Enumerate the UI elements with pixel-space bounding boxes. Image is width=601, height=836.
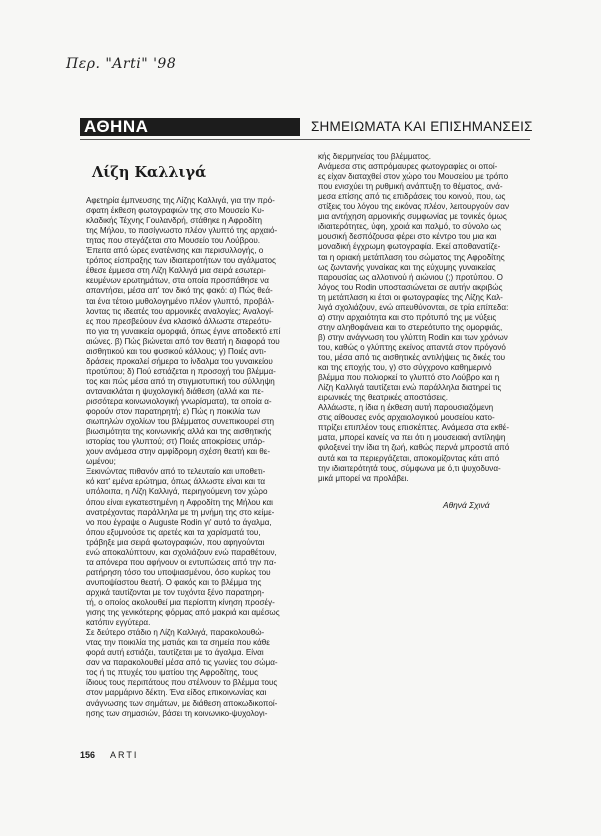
text-line: βιωσιμότητα της κοινωνικής αλλά και της αισθητικής	[86, 427, 272, 437]
text-line: ιδιαιτερότητες, ύφη, χροιά και παλμό, το σύνολο ως	[318, 222, 502, 232]
article-author: Λίζη Καλλιγά	[92, 164, 207, 181]
text-line: β) στην ανάγνωση του γλύπτη Rodin και των χρόνων	[318, 332, 508, 342]
text-line: στις αίθουσες ενός αρχαιολογικού μουσείου κατο-	[318, 413, 495, 423]
text-line: βλέμμα που πολιορκεί το γλυπτό στο Λούβρο και η	[318, 373, 500, 383]
handwritten-note: Περ. "Arti" '98	[66, 56, 177, 72]
text-line: χουν ανάμεσα στην αμφίδρομη σχέση θεατή και θε-	[86, 447, 271, 457]
text-line: την ιδιαιτερότητά τους, σύμφωνα με ό,τι ψυχοδυνα-	[318, 463, 501, 473]
text-line: κλαδικής Τέχνης Γουλανδρή, στάθηκε η Αφροδίτη	[86, 216, 262, 226]
text-line: προτύπου; δ) Πού εστιάζεται η προσοχή του βλέμμα-	[86, 366, 276, 376]
section-banner	[80, 118, 300, 136]
text-line: ται η οριακή μετάπλαση του σώματος της Αφροδίτης	[318, 252, 505, 262]
text-line: αισθητικού και του φυσικού κάλλους; γ) Ποιές αντι-	[86, 346, 267, 356]
text-line: μια αντήχηση αρμονικής συμφωνίας με τονικές όμως	[318, 212, 507, 222]
text-line: ματα, μπορεί κανείς να πει ότι η μουσειακή αντίληψη	[318, 433, 506, 443]
text-line: ρατήρηση τόσο του υποψιασμένου, όσο κυρίως του	[86, 567, 271, 577]
text-line: ίδιους τους περιπάτους που στέλνουν το βλέμμα τους	[86, 678, 278, 688]
text-line: μοναδική έγχρωμη φωτογραφία. Εκεί αποθανατίζε-	[318, 242, 501, 252]
text-line: ται ένα τέτοιο μυθολογημένο πλέον γλυπτό, προβάλ-	[86, 296, 275, 306]
text-line: ως ζωντανής γυναίκας και της εύχυμης γυναικείας	[318, 262, 496, 272]
article-signature: Αθηνά Σχινά	[443, 500, 490, 510]
text-line: στην αληθοφάνεια και το στερεότυπο της ομορφιάς,	[318, 322, 503, 332]
text-line: ανάγνωσης των σημάτων, με διάθεση αποκωδικοποί-	[86, 698, 278, 708]
text-line: κό κατ' εμένα ερώτημα, όπως άλλωστε είναι και τα	[86, 477, 266, 487]
text-line: κής διερμηνείας του βλέμματος.	[318, 152, 431, 161]
text-line: τος και πώς μέσα από τη στιγμιοτυπική του σύλληψη	[86, 376, 275, 386]
text-line: κευμένων ερωτημάτων, στα οποία προσπάθησε να	[86, 276, 269, 286]
text-line: λιγά σχολιάζουν, ενώ απευθύνονται, σε τρία επίπεδα:	[318, 302, 509, 312]
text-line: πτρίζει επιπλέον τους επισκέπτες. Ανάμεσα στα εκθέ-	[318, 423, 510, 433]
text-line: αυτά και τα περιεργάζεται, αποκομίζοντας κάτι από	[318, 453, 500, 463]
text-line: ενώ αποκαλύπτουν, και σχολιάζουν ενώ παραθέτουν,	[86, 547, 277, 557]
text-line: παρουσίας ως αλλοτινού ή αιώνιου (;) προτύπου. Ο	[318, 272, 503, 282]
text-line: κατόπιν εγγύτερα.	[86, 618, 151, 628]
text-line: Ξεκινώντας πιθανόν από το τελευταίο και υποθετι-	[86, 467, 266, 477]
text-line: τή, ο οποίος ακολουθεί μια περίοπτη κίνηση προσέγ-	[86, 598, 275, 607]
text-line: Λίζη Καλλιγά ταυτίζεται ενώ παράλληλα διατηρεί τις	[318, 383, 502, 393]
section-title: ΣΗΜΕΙΩΜΑΤΑ ΚΑΙ ΕΠΙΣΗΜΑΝΣΕΙΣ	[311, 119, 533, 134]
text-line: Ανάμεσα στις ασπρόμαυρες φωτογραφίες οι οποί-	[318, 162, 498, 172]
text-line: ιστορίας του γλυπτού; στ) Ποιές αποκρίσεις υπάρ-	[86, 437, 265, 447]
text-line: σφατη έκθεση φωτογραφιών της στο Μουσείο Κυ-	[86, 206, 265, 216]
text-line: και της εποχής του, γ) στο σύγχρονο καθημερινό	[318, 363, 492, 373]
text-line: Σε δεύτερο στάδιο η Λίζη Καλλιγά, παρακολουθώ-	[86, 628, 265, 638]
text-line: έθεσε έμμεσα στη Λίζη Καλλιγά μια σειρά εσωτερι-	[86, 266, 266, 276]
text-line: σαν να παρακολουθεί μέσα από τις γωνίες του σώμα-	[86, 658, 278, 668]
text-line: όπου είναι εγκατεστημένη η Αφροδίτη της Μήλου και	[86, 497, 273, 507]
text-line: Έπειτα από ώρες ενατένισης και περισυλλογής, ο	[86, 246, 264, 256]
text-line: μουσική δεσπόζουσα φέρει στο κέντρο του μια και	[318, 232, 497, 242]
text-line: αντανακλάται η ψυχολογική διάθεση (αλλά και πε-	[86, 386, 264, 396]
text-line: λοντας τις ιδεατές του αρμονικές αναλογίες; Αναλογί-	[86, 306, 274, 316]
text-line: μεσα επίσης από τις επιδράσεις του κοινού, που, ως	[318, 192, 506, 202]
text-line: ρισσότερα κοινωνιολογική γνωρίσματα), τα οποία α-	[86, 397, 272, 406]
text-line: τα απόνερα που αφήνουν οι εντυπώσεις από την πα-	[86, 557, 277, 567]
text-line: Αλλάωστε, η ίδια η έκθεση αυτή παρουσιαζόμενη	[318, 403, 494, 413]
text-line: ωμένου;	[86, 457, 116, 467]
text-line: που ενισχύει τη ρυθμική ανάπτυξη το θέματος, ανά-	[318, 182, 503, 192]
text-line: αιώνες. β) Πώς βιώνεται από τον θεατή η διαφορά του	[86, 336, 280, 346]
text-line: μικά μπορεί να προλάβει.	[318, 473, 409, 483]
text-line: υπόλοιπα, η Λίζη Καλλιγά, περιηγούμενη τον χώρο	[86, 487, 268, 497]
text-line: Αφετηρία έμπνευσης της Λίζης Καλλιγά, για την πρό-	[86, 196, 275, 205]
text-line: ανυποψίαστου θεατή. Ο φακός και το βλέμμα της	[86, 577, 262, 587]
text-line: ησης των σημασιών, βάσει τη κοινωνικο-ψυχολογι-	[86, 708, 268, 718]
text-line: ανατρέχοντας παράλληλα με τη μνήμη της στο κείμε-	[86, 507, 275, 517]
text-line: του, μέσα από τις αισθητικές αντιλήψεις τις δικές του	[318, 353, 505, 362]
magazine-name: ARTI	[110, 750, 139, 760]
page-number: 156	[80, 750, 96, 760]
text-line: γισης της γενικότερης φόρμας από μακριά και αμέσως	[86, 608, 280, 618]
text-line: ντας την ποικιλία της ματιάς και τα σημεία που κάθε	[86, 638, 270, 648]
text-line: φορούν στον παρατηρητή; ε) Πώς η ποικιλία των	[86, 407, 261, 417]
text-line: στον μαρμάρινο δέκτη. Ένα είδος επικοινωνίας και	[86, 688, 267, 698]
text-line: α) στην αρχαιότητα και στο πρότυπό της με νύξεις	[318, 312, 497, 322]
text-line: δράσεις προκαλεί σήμερα το ίνδαλμα του γυναικείου	[86, 356, 273, 366]
text-line: φιλοξενεί την ίδια τη ζωή, καθώς περνά μπροστά από	[318, 443, 510, 453]
banner-label: ΑΘΗΝΑ	[84, 117, 149, 136]
text-line: αρχικά ταυτίζονται με τον τυχόντα ξένο παρατηρη-	[86, 587, 265, 597]
text-line: στίξεις του λόγου της εικόνας πλέον, λειτουργούν σαν	[318, 202, 510, 212]
text-line: τος ή τις πτυχές του ιματίου της Αφροδίτης, τους	[86, 668, 258, 678]
text-line: του, καθώς ο γλύπτης εκείνος απαντά στον πρόγονό	[318, 342, 506, 352]
text-line: ες που πρεσβεύουν ένα κλασικό άλλωστε στερεότυ-	[86, 316, 272, 326]
header-rule	[80, 139, 530, 140]
text-line: απαντήσει, μέσα απ' τον δικό της φακό: α) Πώς θεά-	[86, 286, 273, 296]
text-line: νο που έγραψε ο Auguste Rodin γι' αυτό το άγαλμα,	[86, 517, 272, 527]
text-line: τητας που στεγάζεται στο Μουσείο του Λούβρου.	[86, 236, 260, 246]
text-line: της Μήλου, το πασίγνωστο πλέον γλυπτό της αρχαιό-	[86, 226, 278, 236]
text-line: λόγος του Rodin υποστασιώνεται σε αυτήν ακριβώς	[318, 282, 503, 292]
text-line: πο για τη γυναικεία ομορφιά, όπως έγινε αποδεκτό επί	[86, 326, 281, 336]
text-line: τη μετάπλαση κι έτσι οι φωτογραφίες της Λίζης Καλ-	[318, 292, 503, 302]
text-line: τρόπος είσπραξης των ιδιαιτεροτήτων του αγάλματος	[86, 256, 276, 266]
text-line: σιωπηλών σχολίων του βλέμματος συνεπικουρεί στη	[86, 417, 275, 427]
text-line: όπου εξυμνούσε τις αρετές και τα χαρίσματά του,	[86, 527, 261, 537]
text-line: ες είχαν διαταχθεί στον χώρο του Μουσείου με τρόπο	[318, 172, 509, 182]
text-line: τράβηξε μια σειρά φωτογραφιών, που αφηγούνται	[86, 537, 265, 547]
text-line: ειρωνικές της θεατρικές αποστάσεις.	[318, 393, 448, 403]
text-line: φορά αυτή εστιάζει, ταυτίζεται με το άγαλμα. Είναι	[86, 648, 264, 658]
